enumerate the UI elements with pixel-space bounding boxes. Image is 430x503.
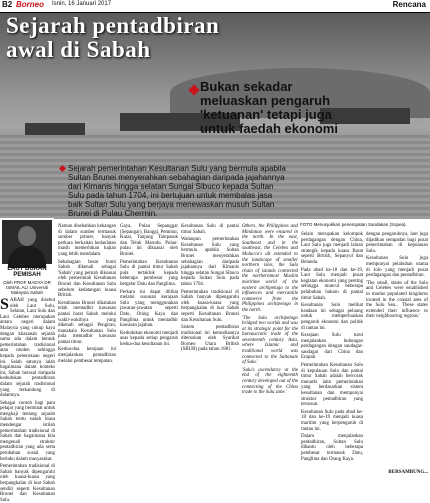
paragraph-text: Kesultanan Sulu di pantai timur Sabah. (181, 224, 239, 235)
column-name: LAUT BUKAN PEMISAH (7, 266, 47, 278)
article-column (301, 232, 363, 470)
headline-line-1: Sejarah pentadbiran (6, 13, 220, 38)
paragraph-text: Namun disebabkan kekangan di dalam sumber termasuk sumber primer, banyak perkara berkaitan kedaulatan masih memerlukan kajian yang lebih mendalam. (58, 224, 116, 257)
continued-note: BERSAMBUNG... (388, 470, 428, 475)
author-byline: Oleh PROF MADYA DR ISMAIL ALI Universiti Malaysia Sabah (3, 280, 51, 295)
brand-logo: Borneo (16, 0, 44, 9)
article-paragraph (120, 224, 178, 258)
article-paragraph (301, 268, 363, 302)
headline (6, 14, 336, 62)
paragraph-text: Pemerintahan Kesultanan Sulu di pantai timur Sabah pula tertakluk kepada beberapa pembesar yang bergelar Datu dan Panglima. (120, 259, 178, 287)
article-paragraph (366, 281, 428, 320)
paragraph-text: Kesultanan Brunei dikatakan telah mentadbir kawasan pantai barat Sabah melalui wakil-wakilnya yang dikenali sebagai Pengiran, manakala Kesultanan Sulu pula mentadbir kawasan pantai timur. (58, 300, 116, 345)
paragraph-text: 'The Sulu archipelago bridged two worlds and was at its strategic point for the bureaucratic trade of the seventeenth century Asia, where Islamic and traditional world was connected to the Sultanate of Sulu.' (242, 315, 298, 366)
photo-caption: FOTO Menunjukkan penempatan Sandakan (Sopea). (300, 222, 407, 227)
photo-stilt-house (25, 123, 85, 135)
paragraph-text: Kesultanan Sulu melihat keadaan ini sebagai peluang untuk memperluaskan pengaruh ekonomi dan politik di rantau ini. (301, 303, 363, 331)
article-paragraph (301, 303, 363, 331)
paragraph-text: Pemerintahan Kesultanan Sulu di kepulauan Sulu dan pantai timur Sabah adalah bercorak monarki iaitu pemerintahan yang berdasarkan sistem kesultanan dan mempunyai struktur pentadbiran yang tersusun. (301, 363, 363, 408)
paragraph-text: Kesultanan Sulu pada abad ke-18 dan ke-19 menjadi kuasa maritim yang berpengaruh di rantau ini. (301, 409, 363, 432)
paragraph-text: Sebagai contoh bagi para pelajar yang berminat untuk mengkaji tentang sejarah Sabah tentu sudah biasa mendengar istilah pemerintahan tradisional di Sabah dan bagaimana kita mengenali struktur pentadbiran yang ada serta perubahan sosial yang berlaku dalam masyarakat. (0, 400, 56, 462)
article-paragraph (181, 237, 239, 287)
article-paragraph (120, 290, 178, 329)
paragraph-text: 'The small, states of the Sulu and Celebes were established in marine populated kingdoms located in the coastal area of the Sulu Sea... These states extended their influence to their neighbouring regions.' (366, 280, 428, 320)
article-paragraph (242, 368, 298, 396)
author-avatar (2, 220, 52, 264)
paragraph-text: Others, the Philippines and Mindanao were ensured in the north. In the east, Southeast and in the southeast, the Celebes and Molucca's all extended to the landscape of smaller northern isles, the Sulu chain of islands connected the northernmost Muslim maritime world of the eastern archipelago to the influences and mercantile commerce from the Philippines archipelago in the north. (242, 224, 298, 313)
paragraph-text: Pemerintahan tradisional di Sabah banyak dipengaruhi oleh kuasa-kuasa yang berpangkalan di luar Sabah sendiri seperti Kesultanan Brunei dan Kesultanan Sulu. (0, 464, 55, 503)
article-paragraph (366, 232, 428, 254)
paragraph-text: Pemerintahan tradisional di Sabah banyak dipengaruhi oleh kuasa-kuasa yang berpangkalan di luar Sabah seperti Kesultanan Brunei dan Kesultanan Sulu. (181, 289, 239, 323)
article-paragraph (0, 298, 55, 399)
article-paragraph (366, 256, 428, 278)
article-paragraph (0, 401, 55, 463)
paragraph-text: Perkara ini dapat dilihat melalui susunan kerajaan Sulu yang menggunakan jawatan-jawatan seperti Dato, Orang Kaya dan Panglima untuk mentadbir kawasan jajahan. (120, 289, 178, 329)
article-paragraph (181, 325, 239, 353)
article-column (58, 224, 116, 470)
paragraph-text: Kerajaan Sulu turut menjalankan hubungan perdagangan dengan saudagar-saudagar dari China dan Eropah. (301, 333, 363, 361)
article-paragraph (58, 301, 116, 346)
article-paragraph (0, 464, 55, 503)
article-paragraph (181, 224, 239, 235)
headline-line-2: awal di Sabah (6, 37, 151, 62)
article-paragraph (242, 316, 298, 366)
article-paragraph (58, 224, 116, 258)
paragraph-text: Selain merupakan kelompok perdagangan dengan China, Laut Sulu juga menjadi laluan strategik kepada kuasa Barat seperti British, Sepanyol dan Belanda. (301, 232, 363, 265)
drop-cap: S (0, 296, 9, 313)
article-column (0, 296, 56, 503)
article-paragraph (301, 363, 363, 408)
paragraph-text: Walaupun pemerintahan Kesultanan Sulu yang bermula apabila Sultan Brunei menyerahkan sebahagian daripada jajahannya dari Kimanis hingga selatan Sungai Sibuco kepada Sultan Sulu pada tahun 1704. (181, 237, 239, 287)
paragraph-text: Kesultanan Sulu juga mempunyai pelabuhan utama di Jolo yang menjadi pusat perdagangan dan pentadbiran. (366, 256, 428, 279)
author-box (0, 218, 54, 296)
article-paragraph (58, 347, 116, 364)
intro-paragraph: Sejarah pemerintahan Kesultanan Sulu yang bermula apabila Sultan Brunei menyerahkan sebahagian daripada jajahannya dari Kimanis hingga selatan Sungai Sibuco kepada Sultan Sulu pada tahun 1704, ini bertujuan untuk membalas jasa baik Sultan Sulu yang berjaya menewaskan musuh Sultan Brunei di Pulau Cherrnin. (68, 164, 286, 218)
paragraph-text: Dalam menjalankan pentadbiran, Sultan Sulu dibantu oleh beberapa pembesar termasuk Datu, Panglima dan Orang Kaya. (301, 434, 363, 462)
paragraph-text: 'Sulu's ascendancy at the end of the eighteenth century developed out of the connecting of the China trade to the Sulu zone.' (242, 367, 298, 396)
avatar-shoulders (8, 246, 46, 268)
page-number: B2 (2, 0, 13, 9)
paragraph-text: Sistem pentadbiran tradisional ini kemudiannya diteruskan oleh Syarikat Borneo Utara British (SBUB) pada tahun 1881. (181, 325, 239, 353)
article-paragraph (58, 260, 116, 299)
issue-date: Isnin, 16 Januari 2017 (52, 1, 112, 7)
paragraph-text: Gaya, Pulau Sepanggar (Sepangar), Banggi, Pemmui, Kutai, Tanjung Tampasuk dan Teluk Marudu. Pulau-pulau ini dikuasai oleh Brunei. (120, 224, 178, 257)
article-paragraph (242, 224, 298, 314)
avatar-head (18, 226, 36, 246)
article-paragraph (120, 331, 178, 348)
paragraph-text: ABAH yang disebut oleh Laut Sulu, Selatan, Laut Sulu dan Laut Celebes merupakan antara negeri dalam Malaysia yang cukup kaya dengan khazanah sejarah sama ada dalam bentuk pemerintahan tradisional atau moden sehingga kepada penerokaan negeri ini. Salah satunya ialah bagaimana dalam konteks ini, Sabah berasal daripada kedudukan pentadbiran dalam sejarah tradisional yang terkandung di dalamnya. (0, 298, 55, 399)
paragraph-text: dengan pengaruhnya, laut juga dijadikan sempadan bagi pusat pemerintahan di kepulauan Sulu. (366, 232, 428, 254)
masthead (0, 0, 430, 13)
section-label: Rencana (392, 0, 426, 9)
paragraph-text: Pada abad ke-18 dan ke-19, Laut Sulu menjadi pusat kegiatan ekonomi yang penting sehingga muncul beberapa pelabuhan baharu di pantai timur Sabah. (301, 267, 363, 301)
article-column (120, 224, 178, 470)
article-column (242, 224, 298, 470)
article-paragraph (301, 434, 363, 462)
pull-quote: Bukan sekadar meluaskan pengaruh 'ketuanan' tetapi juga untuk faedah ekonomi (200, 79, 338, 136)
paragraph-text: Sebahagian besar bumi Sabah dikenali sebagai 'Sabah' yang pernah dikuasai oleh pemerintah Kesultanan Brunei dan Kesultanan Sulu sebelum kedatangan kuasa British. (58, 259, 116, 299)
article-column (366, 232, 428, 470)
article-paragraph (120, 260, 178, 288)
article-paragraph (301, 410, 363, 432)
article-paragraph (181, 290, 239, 324)
paragraph-text: Kedudukan ekonomi menjadi asas kepada setiap pengaruh kedua-dua kesultanan ini. (120, 330, 178, 347)
article-paragraph (301, 232, 363, 266)
article-paragraph (301, 333, 363, 361)
paragraph-text: Kedua-dua kerajaan ini menjalankan pentadbiran melalui pembesar tempatan. (58, 347, 116, 364)
article-column (181, 224, 239, 470)
